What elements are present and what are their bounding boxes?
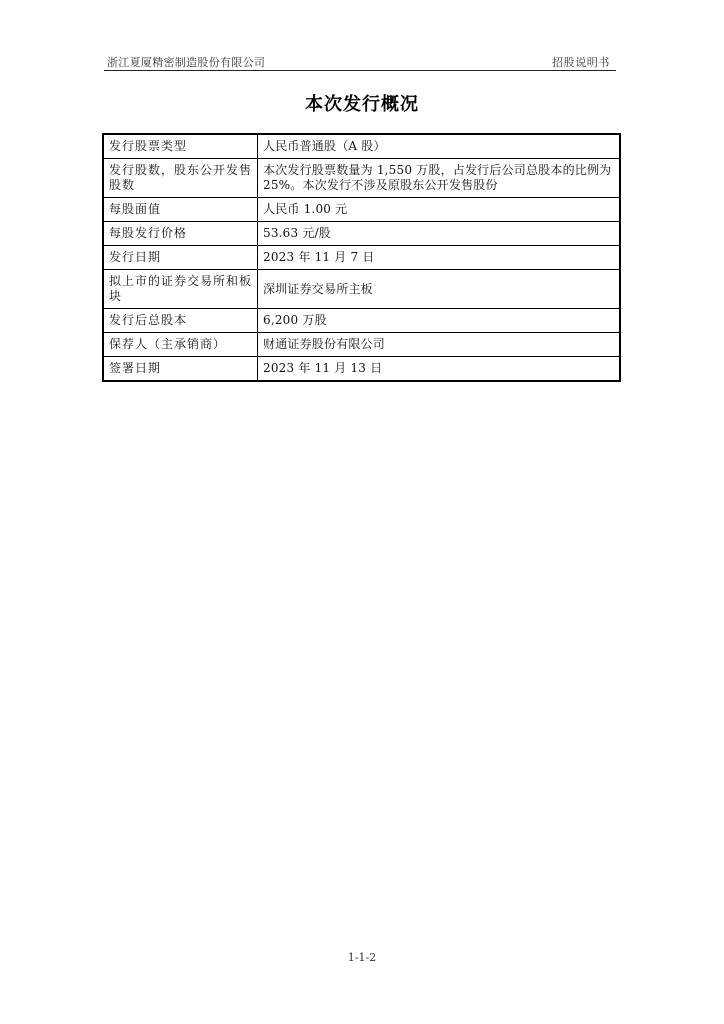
offering-overview-table-wrapper [102, 133, 621, 382]
row-value: 53.63 元/股 [258, 222, 621, 246]
table-row-stock-type [103, 134, 620, 159]
row-value: 深圳证券交易所主板 [258, 270, 621, 309]
table-row-exchange [103, 270, 620, 309]
offering-overview-table [102, 133, 621, 382]
table-row-total-shares [103, 309, 620, 333]
row-label: 发行日期 [103, 246, 258, 270]
table-row-issue-date [103, 246, 620, 270]
row-value: 人民币普通股（A 股） [258, 134, 621, 159]
row-value: 2023 年 11 月 7 日 [258, 246, 621, 270]
page-number: 1-1-2 [347, 951, 377, 964]
table-row-sponsor [103, 333, 620, 357]
row-label: 发行股票类型 [103, 134, 258, 159]
page-title: 本次发行概况 [305, 94, 419, 115]
row-value: 本次发行股票数量为 1,550 万股，占发行后公司总股本的比例为 25%。本次发行不涉及原股东公开发售股份 [258, 159, 621, 198]
page-header [104, 50, 616, 71]
row-value: 2023 年 11 月 13 日 [258, 357, 621, 382]
table-row-signing-date [103, 357, 620, 382]
row-value: 人民币 1.00 元 [258, 198, 621, 222]
company-name: 浙江夏厦精密制造股份有限公司 [107, 56, 266, 69]
row-label: 每股发行价格 [103, 222, 258, 246]
document-type: 招股说明书 [552, 56, 610, 69]
table-row-issue-price [103, 222, 620, 246]
table-row-par-value [103, 198, 620, 222]
row-value: 6,200 万股 [258, 309, 621, 333]
row-label: 发行后总股本 [103, 309, 258, 333]
row-label: 保荐人（主承销商） [103, 333, 258, 357]
row-label: 发行股数，股东公开发售股数 [103, 159, 258, 198]
row-label: 签署日期 [103, 357, 258, 382]
row-label: 拟上市的证券交易所和板块 [103, 270, 258, 309]
table-row-share-count [103, 159, 620, 198]
row-label: 每股面值 [103, 198, 258, 222]
row-value: 财通证券股份有限公司 [258, 333, 621, 357]
